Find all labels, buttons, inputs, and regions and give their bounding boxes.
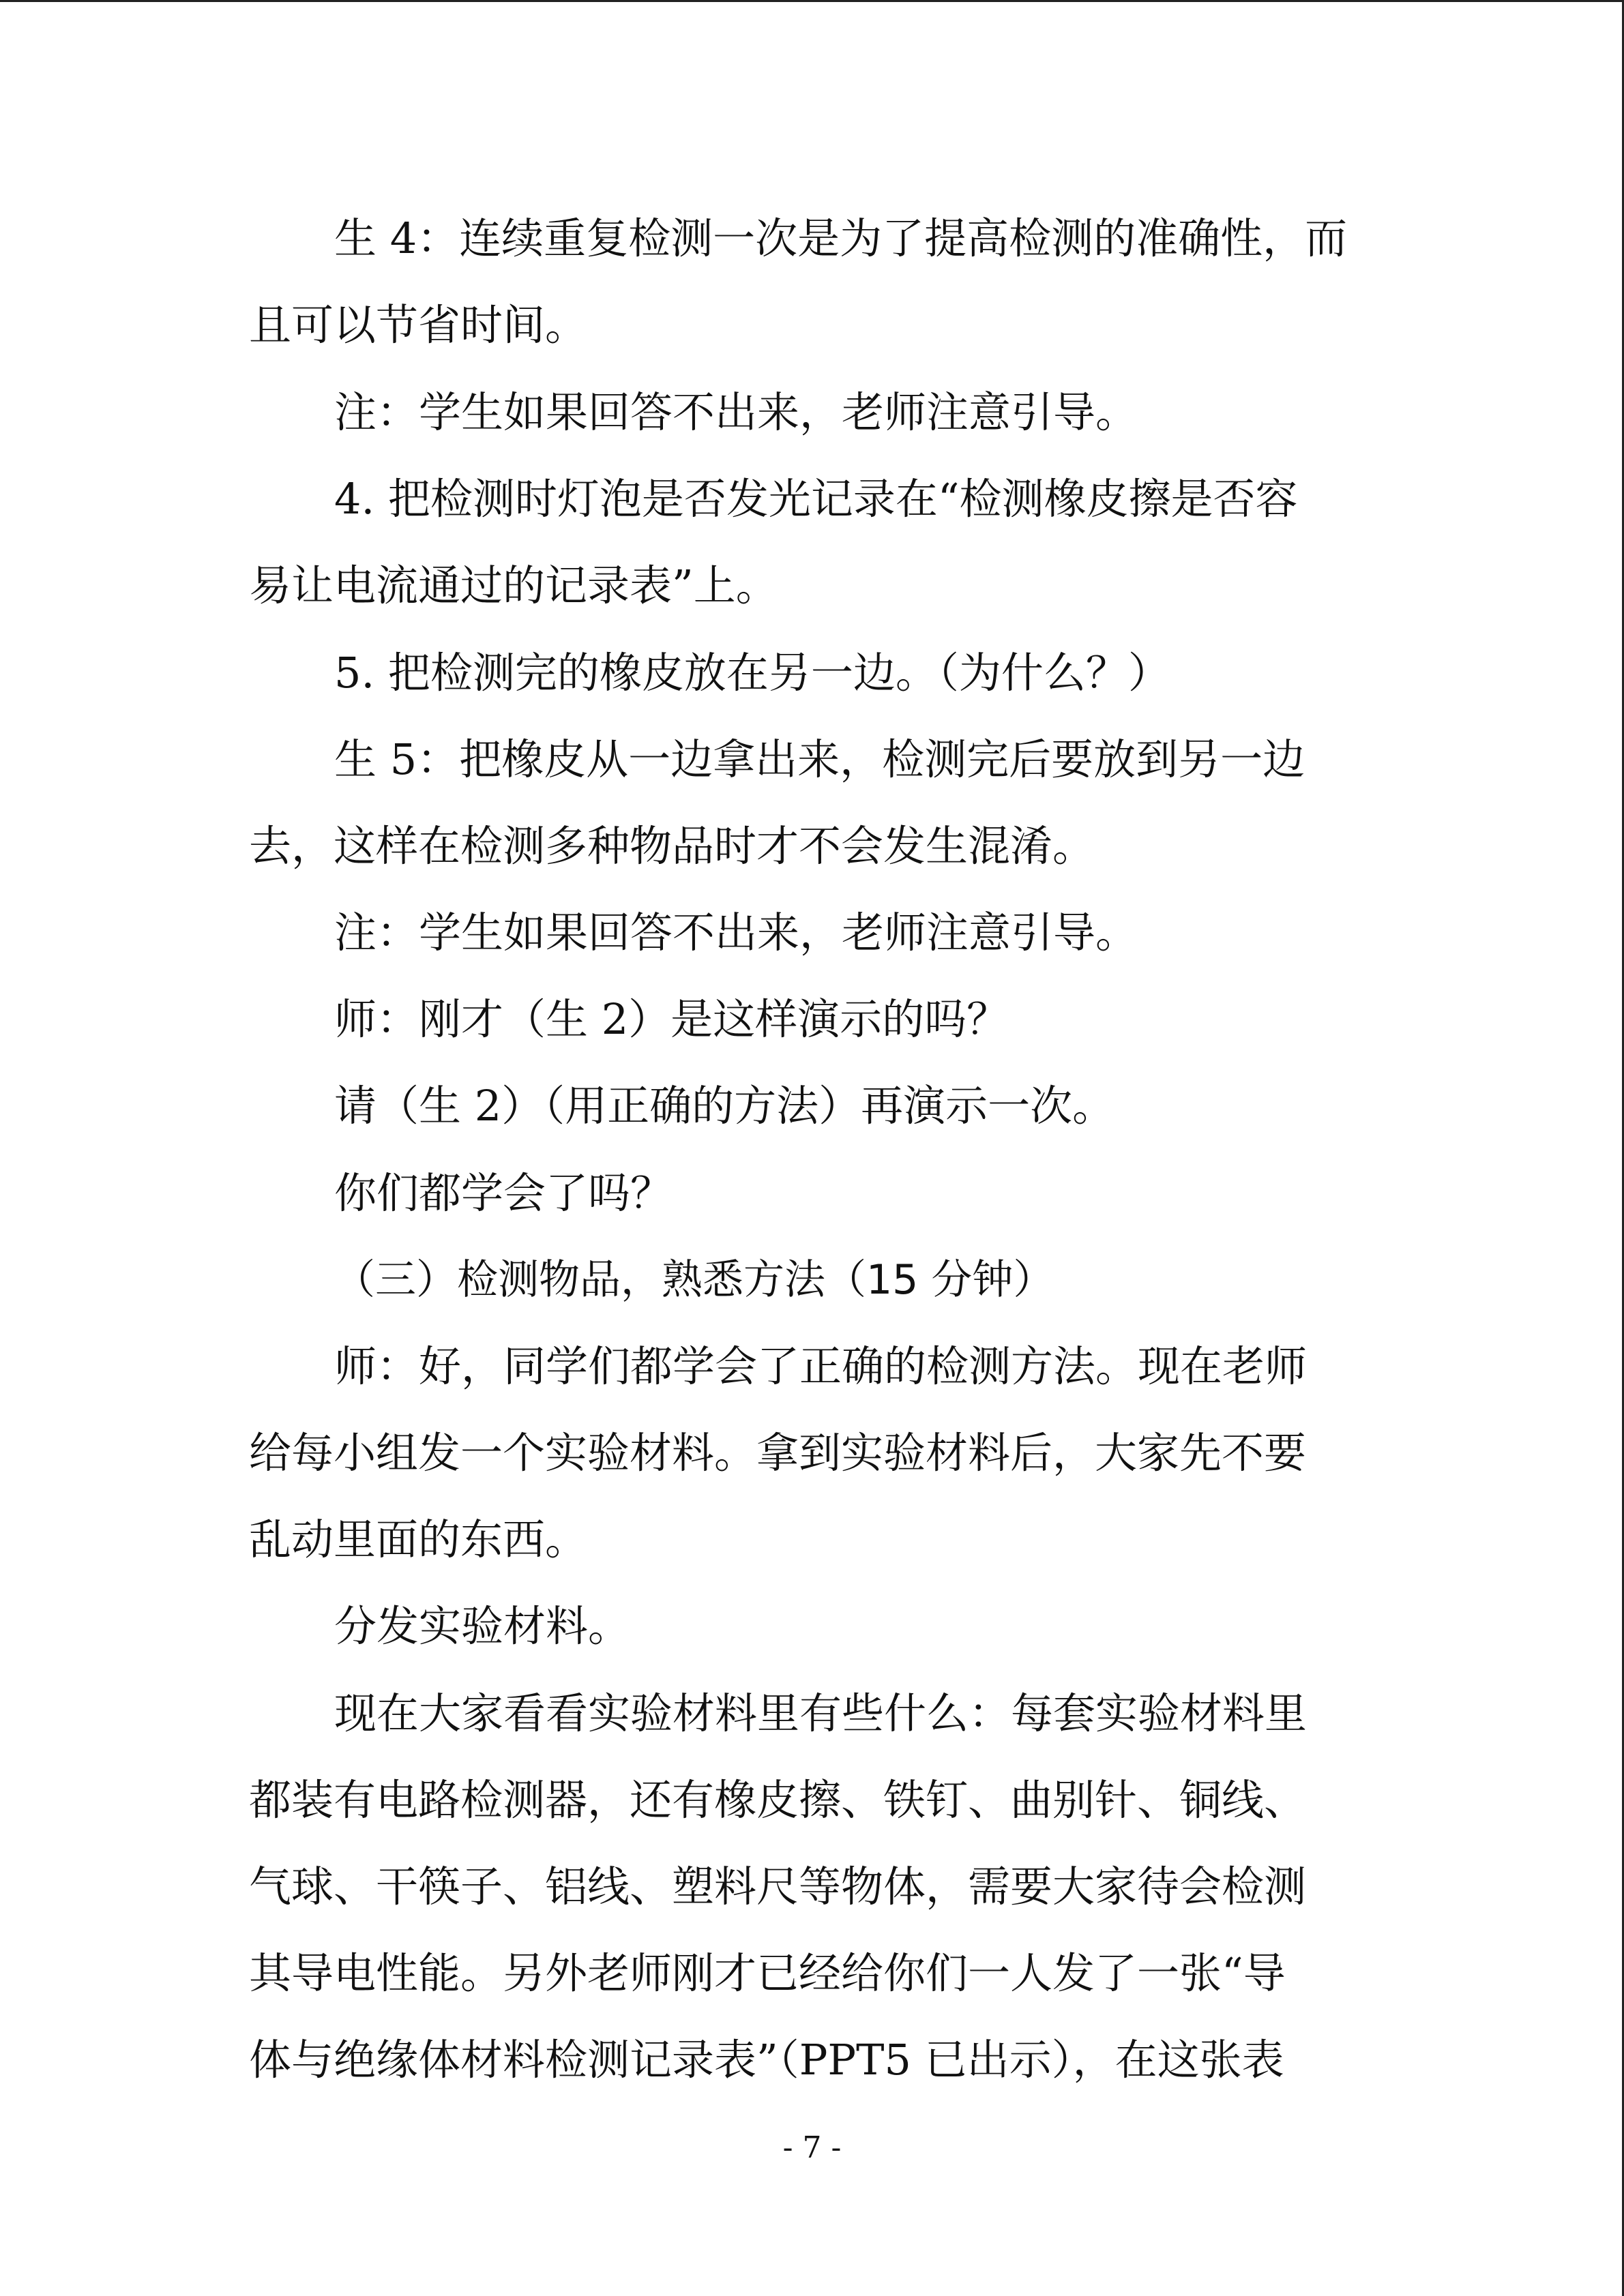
paragraph-line: 你们都学会了吗？ (334, 1168, 673, 1218)
paragraph-line: 5. 把检测完的橡皮放在另一边。（为什么？） (334, 648, 1170, 698)
paragraph-line: 乱动里面的东西。 (249, 1515, 588, 1564)
paragraph-line: 生 4：连续重复检测一次是为了提高检测的准确性，而 (334, 213, 1348, 263)
paragraph-line: 且可以节省时间。 (249, 300, 588, 350)
paragraph-line: 给每小组发一个实验材料。拿到实验材料后，大家先不要 (249, 1428, 1307, 1478)
paragraph-line: 现在大家看看实验材料里有些什么：每套实验材料里 (334, 1688, 1308, 1738)
paragraph-line: 注：学生如果回答不出来，老师注意引导。 (334, 908, 1138, 957)
paragraph-line: 气球、干筷子、铝线、塑料尺等物体，需要大家待会检测 (249, 1862, 1307, 1911)
paragraph-line: 师：好，同学们都学会了正确的检测方法。现在老师 (334, 1341, 1308, 1391)
section-heading: （三）检测物品，熟悉方法（15 分钟） (334, 1256, 1054, 1304)
paragraph-line: 注：学生如果回答不出来，老师注意引导。 (334, 387, 1138, 437)
paragraph-line: 体与绝缘体材料检测记录表”（PPT5 已出示），在这张表 (249, 2035, 1284, 2085)
paragraph-line: 易让电流通过的记录表”上。 (249, 561, 778, 610)
paragraph-line: 分发实验材料。 (334, 1601, 631, 1651)
paragraph-line: 其导电性能。另外老师刚才已经给你们一人发了一张“导 (249, 1948, 1286, 1998)
paragraph-line: 4. 把检测时灯泡是否发光记录在“检测橡皮擦是否容 (334, 474, 1298, 524)
paragraph-line: 请（生 2）（用正确的方法）再演示一次。 (334, 1081, 1115, 1131)
paragraph-line: 都装有电路检测器，还有橡皮擦、铁钉、曲别针、铜线、 (249, 1775, 1307, 1825)
page-number: - 7 - (782, 2130, 842, 2165)
paragraph-line: 去，这样在检测多种物品时才不会发生混淆。 (249, 821, 1095, 871)
paragraph-line: 生 5：把橡皮从一边拿出来，检测完后要放到另一边 (334, 734, 1305, 784)
paragraph-line: 师：刚才（生 2）是这样演示的吗？ (334, 994, 1009, 1044)
